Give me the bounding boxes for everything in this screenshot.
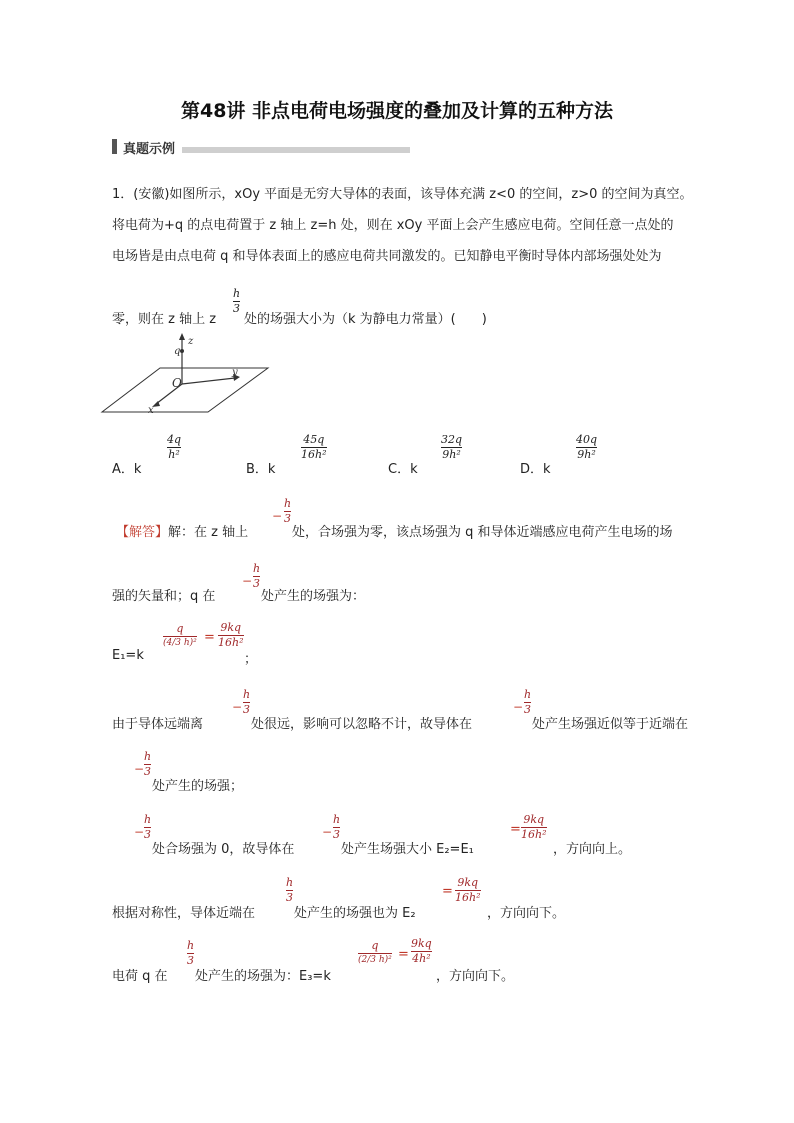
fraction-h-over-3: h 3 bbox=[286, 876, 294, 904]
answer-line-6-start: 根据对称性，导体近端在 bbox=[112, 906, 256, 921]
option-a-label: A．k bbox=[112, 462, 142, 477]
p7-equals: = bbox=[398, 947, 409, 962]
option-a-fraction: 4q h² bbox=[167, 433, 182, 461]
answer-line-3-end: 处产生场强近似等于近端在 bbox=[532, 717, 689, 732]
option-d-fraction: 40q 9h² bbox=[576, 433, 598, 461]
question-line-1: 1．(安徽)如图所示，xOy 平面是无穷大导体的表面，该导体充满 z<0 的空间，z>0 的空间为真空。 bbox=[112, 187, 693, 202]
fraction-h-over-3: h 3 bbox=[243, 688, 251, 716]
answer-line-4: 处产生的场强； bbox=[152, 779, 244, 794]
answer-line-5-end: ，方向向上。 bbox=[553, 842, 632, 857]
section-rule bbox=[182, 147, 410, 153]
fraction-h-over-3: h 3 bbox=[144, 813, 152, 841]
answer-line-5-mid: 处产生场强大小 E₂=E₁ bbox=[341, 842, 474, 857]
answer-tag: 【解答】 bbox=[116, 525, 169, 540]
minus-sign: − bbox=[513, 700, 524, 714]
figure-label-y: y bbox=[232, 367, 238, 378]
page-title: 第48讲 非点电荷电场强度的叠加及计算的五种方法 bbox=[180, 100, 614, 122]
section-marker bbox=[112, 139, 117, 154]
figure-label-o: O bbox=[172, 376, 182, 390]
option-c-fraction: 32q 9h² bbox=[441, 433, 463, 461]
e1-end: ； bbox=[244, 652, 258, 667]
fraction-h-over-3: h 3 bbox=[144, 750, 152, 778]
question-line-2: 将电荷为+q 的点电荷置于 z 轴上 z=h 处，则在 xOy 平面上会产生感应电荷。空间任意一点处的 bbox=[112, 218, 674, 233]
question-line-4-end: 处的场强大小为（k 为静电力常量）( ) bbox=[244, 312, 487, 327]
option-b-fraction: 45q 16h² bbox=[301, 433, 327, 461]
answer-line-3-start: 由于导体远端离 bbox=[112, 717, 204, 732]
e1-result-fraction: 9kq 16h² bbox=[218, 621, 244, 649]
p5-equals: = bbox=[510, 822, 521, 837]
e1-equals: = bbox=[204, 630, 215, 645]
minus-sign: − bbox=[134, 762, 145, 776]
p5-fraction: 9kq 16h² bbox=[521, 813, 547, 841]
option-b-label: B．k bbox=[246, 462, 276, 477]
question-line-4-start: 零，则在 z 轴上 z bbox=[112, 312, 217, 327]
minus-sign: − bbox=[232, 700, 243, 714]
minus-sign: − bbox=[242, 574, 253, 588]
minus-sign: − bbox=[134, 825, 145, 839]
answer-line-7-mid: 处产生的场强为：E₃=k bbox=[195, 969, 331, 984]
section-heading: 真题示例 bbox=[123, 142, 176, 157]
p7-result-fraction: 9kq 4h² bbox=[411, 937, 432, 965]
answer-line-3-mid: 处很远，影响可以忽略不计，故导体在 bbox=[251, 717, 473, 732]
fraction-h-over-3: h 3 bbox=[253, 562, 261, 590]
answer-line-6-mid: 处产生的场强也为 E₂ bbox=[294, 906, 416, 921]
answer-line-2-start: 强的矢量和；q 在 bbox=[112, 589, 216, 604]
answer-line-1-start: 解：在 z 轴上 bbox=[168, 525, 249, 540]
fraction-h-over-3: h 3 bbox=[233, 287, 241, 315]
figure-label-z: z bbox=[188, 336, 194, 347]
p6-fraction: 9kq 16h² bbox=[455, 876, 481, 904]
question-line-3: 电场皆是由点电荷 q 和导体表面上的感应电荷共同激发的。已知静电平衡时导体内部场强处处为 bbox=[112, 249, 662, 264]
e1-fraction: q (4/3 h)² bbox=[163, 622, 197, 648]
minus-sign: − bbox=[322, 825, 333, 839]
fraction-h-over-3: h 3 bbox=[284, 497, 292, 525]
fraction-h-over-3: h 3 bbox=[524, 688, 532, 716]
e1-label: E₁=k bbox=[112, 648, 144, 663]
p7-fraction: q (2/3 h)² bbox=[358, 939, 392, 965]
fraction-h-over-3: h 3 bbox=[333, 813, 341, 841]
option-c-label: C．k bbox=[388, 462, 418, 477]
fraction-h-over-3: h 3 bbox=[187, 939, 195, 967]
answer-line-7-end: ，方向向下。 bbox=[436, 969, 515, 984]
answer-line-6-end: ，方向向下。 bbox=[487, 906, 566, 921]
coordinate-figure bbox=[100, 330, 280, 420]
answer-line-2-end: 处产生的场强为： bbox=[261, 589, 366, 604]
figure-label-q: q bbox=[174, 346, 181, 357]
figure-label-x: x bbox=[148, 405, 154, 416]
answer-line-1-end: 处，合场强为零，该点场强为 q 和导体近端感应电荷产生电场的场 bbox=[292, 525, 673, 540]
answer-line-5-start: 处合场强为 0，故导体在 bbox=[152, 842, 295, 857]
p6-equals: = bbox=[442, 884, 453, 899]
answer-line-7-start: 电荷 q 在 bbox=[112, 969, 168, 984]
option-d-label: D．k bbox=[520, 462, 551, 477]
minus-sign: − bbox=[272, 509, 283, 523]
